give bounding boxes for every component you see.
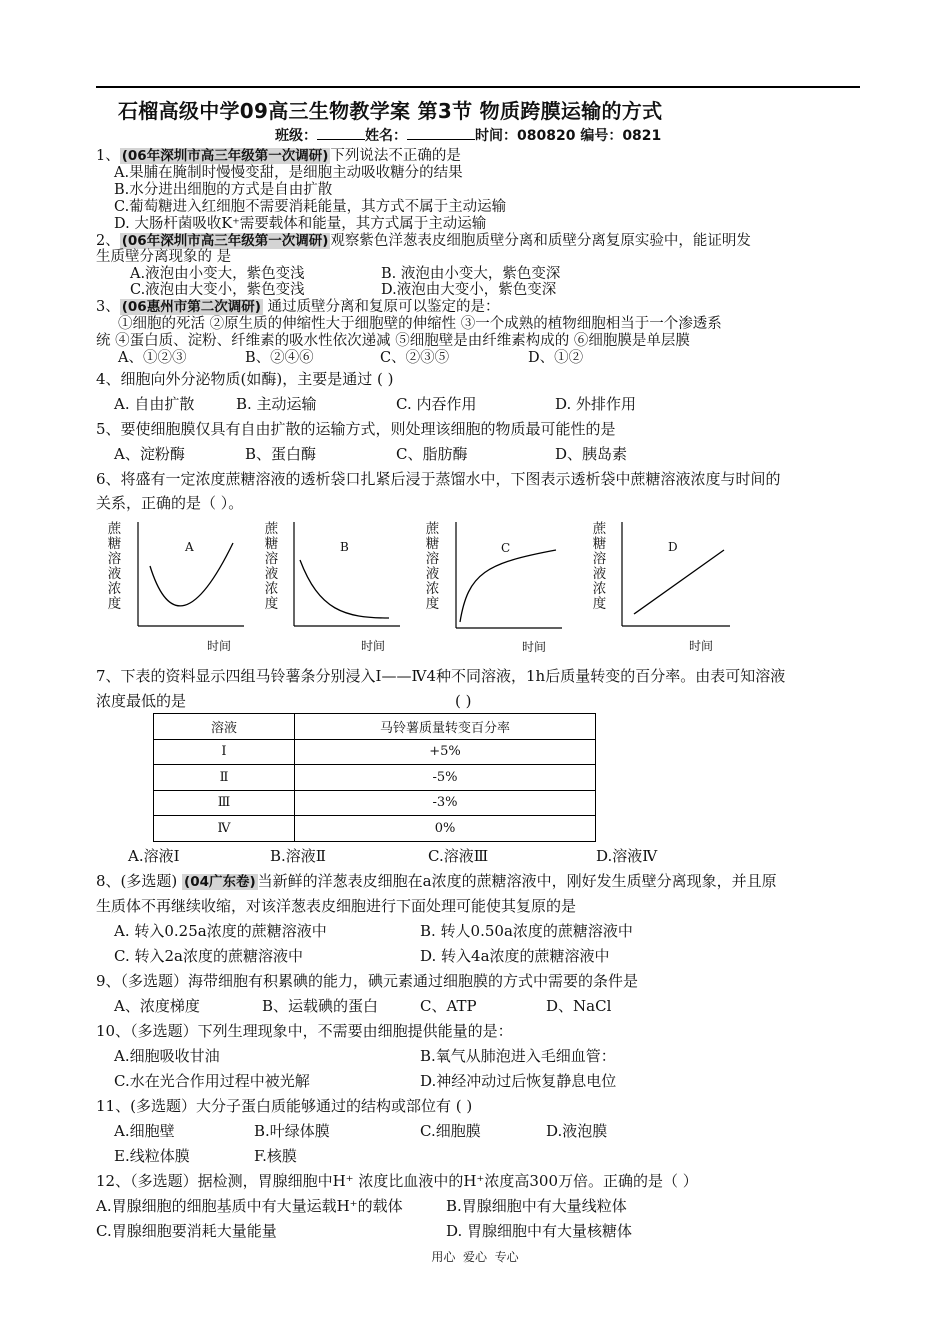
q8-stem: 8、(多选题) (04广东卷) 当新鲜的洋葱表皮细胞在a浓度的蔗糖溶液中，刚好发生质壁分离现象，并且原	[96, 872, 777, 890]
q3-option-c: C、②③⑤	[380, 350, 450, 366]
q5-stem: 5、要使细胞膜仅具有自由扩散的运输方式，则处理该细胞的物质最可能性的是	[96, 420, 616, 438]
q9-option-a: A、浓度梯度	[114, 997, 200, 1015]
graph-a-label: A	[185, 540, 194, 554]
graph-c	[446, 518, 566, 634]
q10-stem: 10、（多选题）下列生理现象中，不需要由细胞提供能量的是：	[96, 1022, 513, 1040]
q2-stem: 2、 (06年深圳市高三年级第一次调研) 观察紫色洋葱表皮细胞质壁分离和质壁分离复原实验中，能证明发	[96, 233, 751, 249]
q11-option-a: A.细胞壁	[114, 1122, 175, 1140]
table-row	[154, 790, 596, 816]
q11-option-e: E.线粒体膜	[114, 1147, 190, 1165]
q11-option-b: B.叶绿体膜	[254, 1122, 330, 1140]
q3-stem: 3、 (06惠州市第二次调研) 通过质壁分离和复原可以鉴定的是：	[96, 299, 500, 315]
q11-option-c: C.细胞膜	[420, 1122, 481, 1140]
q5-option-a: A、淀粉酶	[114, 445, 185, 463]
graph-d-xlabel: 时间	[689, 639, 714, 653]
q3-source: (06惠州市第二次调研)	[121, 299, 261, 315]
q12-stem: 12、（多选题）据检测，胃腺细胞中H⁺ 浓度比血液中的H⁺浓度高300万倍。正确的是（ ）	[96, 1172, 698, 1190]
table-cell: Ⅱ	[154, 765, 295, 791]
q7-stem-cont: 浓度最低的是	[96, 692, 187, 710]
q11-stem: 11、(多选题）大分子蛋白质能够通过的结构或部位有 ( )	[96, 1097, 473, 1115]
time-label: 时间：080820 编号：0821	[475, 128, 662, 144]
q1-option-d: D. 大肠杆菌吸收K⁺需要载体和能量，其方式属于主动运输	[114, 216, 487, 232]
q9-option-b: B、运载碘的蛋白	[262, 997, 379, 1015]
table-row	[154, 739, 596, 765]
graph-c-curve	[460, 550, 556, 622]
graph-b-ylabel: 蔗糖溶液浓度	[264, 521, 279, 612]
student-info-line	[275, 125, 661, 145]
q2-option-a: A.液泡由小变大，紫色变浅	[130, 266, 305, 282]
q7-option-b: B.溶液Ⅱ	[270, 847, 326, 865]
q5-option-b: B、蛋白酶	[245, 445, 317, 463]
graph-c-label: C	[501, 541, 511, 555]
q7-answer-paren: ( )	[455, 692, 472, 710]
q6-stem-cont: 关系，正确的是（ ）。	[96, 494, 244, 512]
q10-option-a: A.细胞吸收甘油	[114, 1047, 220, 1065]
q11-option-f: F.核膜	[254, 1147, 297, 1165]
q7-stem: 7、下表的资料显示四组马铃薯条分别浸入Ⅰ——Ⅳ4种不同溶液，1h后质量转变的百分率。由表可知溶液	[96, 667, 786, 685]
table-row	[154, 816, 596, 842]
q3-line1: ①细胞的死活 ②原生质的伸缩性大于细胞壁的伸缩性 ③一个成熟的植物细胞相当于一个渗透系	[118, 316, 722, 332]
table-cell: Ⅳ	[154, 816, 295, 842]
graph-c-xlabel: 时间	[522, 640, 547, 654]
table-cell: Ⅲ	[154, 790, 295, 816]
q1-source: (06年深圳市高三年级第一次调研)	[121, 148, 329, 164]
q12-option-a: A.胃腺细胞的细胞基质中有大量运载H⁺的载体	[96, 1197, 403, 1215]
table-header-cell: 马铃薯质量转变百分率	[295, 714, 596, 740]
header-rule	[96, 86, 860, 88]
table-header-cell: 溶液	[154, 714, 295, 740]
q8-option-b: B. 转人0.50a浓度的蔗糖溶液中	[420, 922, 633, 940]
q3-option-a: A、①②③	[118, 350, 187, 366]
q3-line2: 统 ④蛋白质、淀粉、纤维素的吸水性依次递减 ⑤细胞壁是由纤维素构成的 ⑥细胞膜是单层膜	[96, 333, 690, 349]
q8-option-a: A. 转入0.25a浓度的蔗糖溶液中	[114, 922, 327, 940]
q7-option-c: C.溶液Ⅲ	[428, 847, 489, 865]
graph-b-xlabel: 时间	[361, 639, 386, 653]
q12-option-c: C.胃腺细胞要消耗大量能量	[96, 1222, 277, 1240]
graph-a-curve	[150, 543, 233, 606]
q8-stem-cont: 生质体不再继续收缩，对该洋葱表皮细胞进行下面处理可能使其复原的是	[96, 897, 577, 915]
q12-option-d: D. 胃腺细胞中有大量核糖体	[446, 1222, 633, 1240]
q3-option-b: B、②④⑥	[245, 350, 314, 366]
q7-data-table	[153, 713, 596, 842]
graph-b-curve	[300, 560, 389, 618]
q12-option-b: B.胃腺细胞中有大量线粒体	[446, 1197, 627, 1215]
table-cell: -5%	[295, 765, 596, 791]
table-row	[154, 765, 596, 791]
q2-option-d: D.液泡由大变小，紫色变深	[381, 282, 557, 298]
q4-option-b: B. 主动运输	[236, 395, 317, 413]
table-cell: +5%	[295, 739, 596, 765]
q6-stem: 6、将盛有一定浓度蔗糖溶液的透析袋口扎紧后浸于蒸馏水中，下图表示透析袋中蔗糖溶液浓度与时间的	[96, 470, 781, 488]
q2-source: (06年深圳市高三年级第一次调研)	[121, 233, 329, 249]
page-title: 石榴高级中学09高三生物教学案 第3节 物质跨膜运输的方式	[118, 99, 663, 123]
graph-b-label: B	[340, 540, 349, 554]
table-cell: Ⅰ	[154, 739, 295, 765]
q8-option-c: C. 转入2a浓度的蔗糖溶液中	[114, 947, 303, 965]
class-blank[interactable]	[317, 125, 365, 140]
q2-stem-cont: 生质壁分离现象的 是	[96, 249, 232, 265]
q5-option-d: D、胰岛素	[555, 445, 628, 463]
q2-option-c: C.液泡由大变小，紫色变浅	[130, 282, 305, 298]
name-blank[interactable]	[407, 125, 475, 140]
q7-option-d: D.溶液Ⅳ	[596, 847, 658, 865]
q4-option-a: A. 自由扩散	[114, 395, 195, 413]
graph-d-ylabel: 蔗糖溶液浓度	[592, 521, 607, 612]
q8-source: (04广东卷)	[184, 874, 256, 890]
graph-a-ylabel: 蔗糖溶液浓度	[107, 521, 122, 612]
q4-option-c: C. 内吞作用	[396, 395, 477, 413]
table-cell: 0%	[295, 816, 596, 842]
q10-option-b: B.氧气从肺泡进入毛细血管：	[420, 1047, 616, 1065]
q10-option-c: C.水在光合作用过程中被光解	[114, 1072, 310, 1090]
graph-a-xlabel: 时间	[207, 639, 232, 653]
q7-option-a: A.溶液Ⅰ	[128, 847, 180, 865]
table-header-row	[154, 714, 596, 740]
graph-c-ylabel: 蔗糖溶液浓度	[425, 521, 440, 612]
q1-stem: 1、 (06年深圳市高三年级第一次调研) 下列说法不正确的是	[96, 148, 461, 164]
q9-option-c: C、ATP	[420, 997, 477, 1015]
q8-option-d: D. 转入4a浓度的蔗糖溶液中	[420, 947, 610, 965]
q4-stem: 4、细胞向外分泌物质(如酶)，主要是通过 ( )	[96, 370, 394, 388]
q4-option-d: D. 外排作用	[555, 395, 637, 413]
graph-d	[612, 518, 734, 634]
q1-option-c: C.葡萄糖进入红细胞不需要消耗能量，其方式不属于主动运输	[114, 199, 507, 215]
name-label: 姓名：	[365, 128, 407, 144]
q9-stem: 9、（多选题）海带细胞有积累碘的能力，碘元素通过细胞膜的方式中需要的条件是	[96, 972, 639, 990]
q1-option-a: A.果脯在腌制时慢慢变甜，是细胞主动吸收糖分的结果	[114, 165, 463, 181]
graph-b	[284, 518, 404, 634]
graph-d-label: D	[668, 540, 678, 554]
q10-option-d: D.神经冲动过后恢复静息电位	[420, 1072, 617, 1090]
q2-option-b: B. 液泡由小变大，紫色变深	[381, 266, 561, 282]
q9-option-d: D、NaCl	[546, 997, 612, 1015]
class-label: 班级：	[275, 128, 317, 144]
graph-d-line	[634, 550, 724, 614]
q11-option-d: D.液泡膜	[546, 1122, 608, 1140]
q1-option-b: B.水分进出细胞的方式是自由扩散	[114, 182, 333, 198]
q3-option-d: D、①②	[528, 350, 584, 366]
graph-a	[128, 518, 248, 634]
q5-option-c: C、脂肪酶	[396, 445, 468, 463]
table-cell: -3%	[295, 790, 596, 816]
page-footer: 用心 爱心 专心	[431, 1250, 519, 1264]
